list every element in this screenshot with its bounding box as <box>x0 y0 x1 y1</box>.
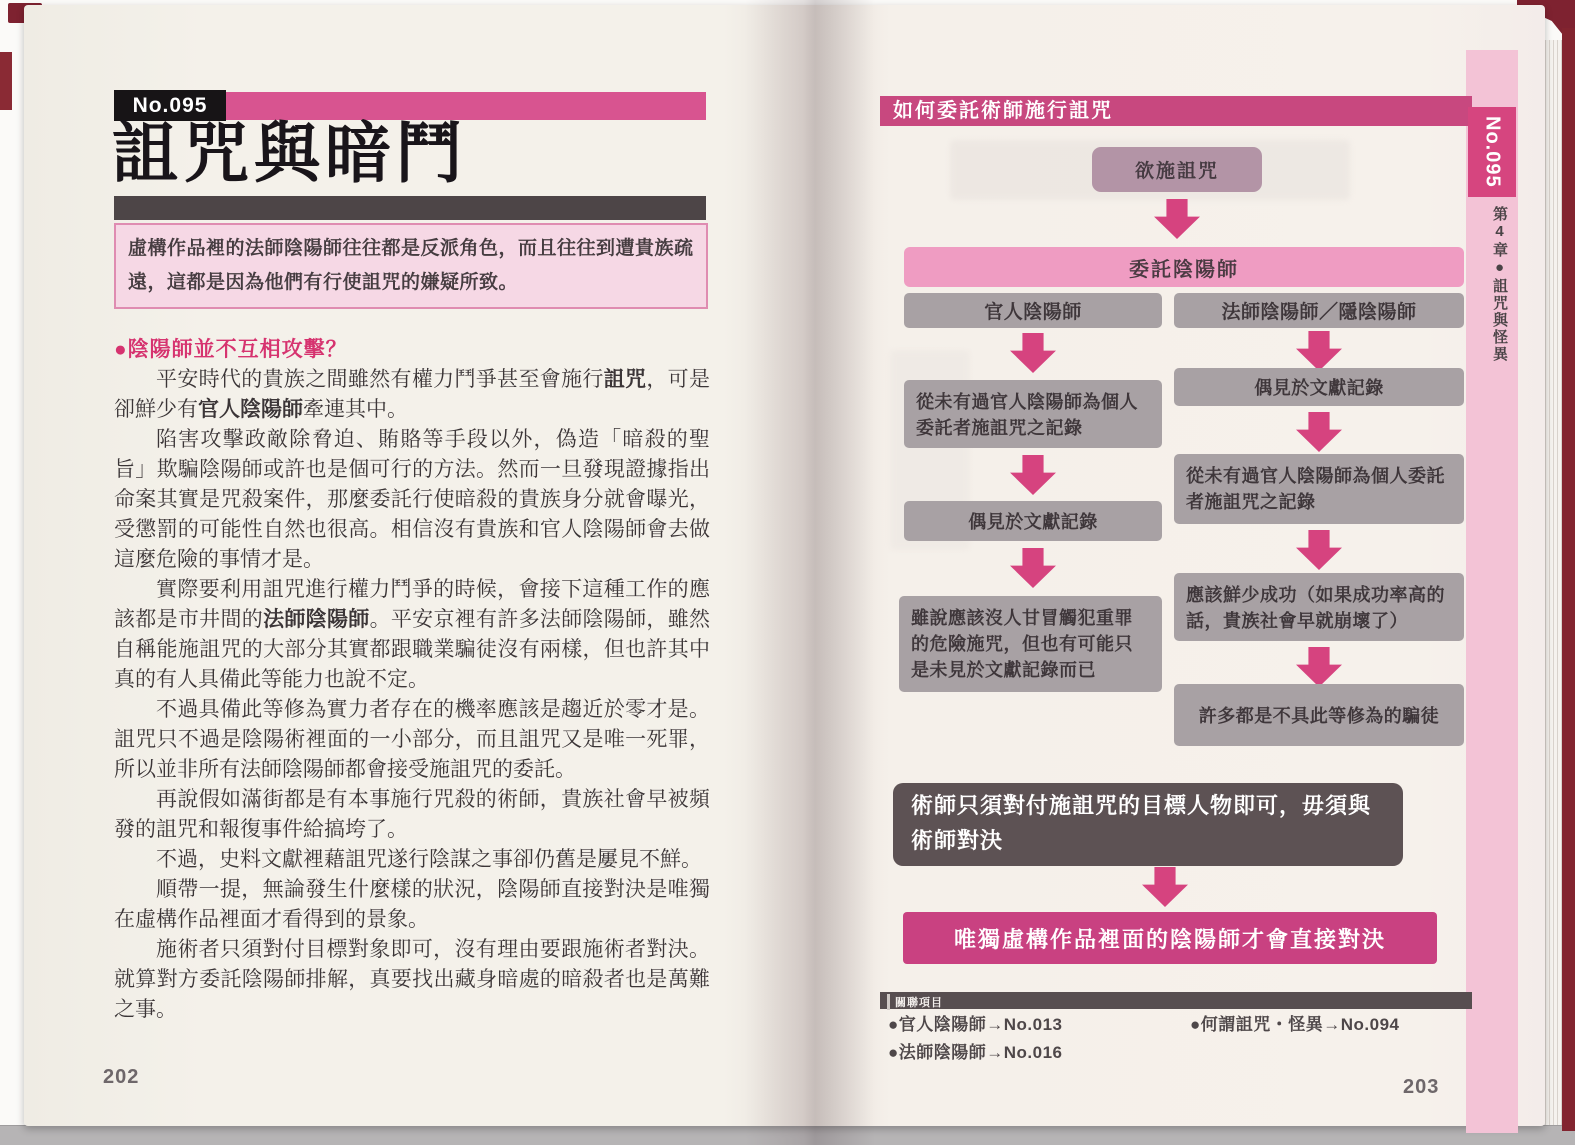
chapter-tab-title: 第4章●詛咒與怪異 <box>1491 206 1508 363</box>
related-item-link: ●官人陰陽師→No.013 <box>888 1015 1063 1034</box>
flowchart-right-branch-header: 法師陰陽師／隱陰陽師 <box>1174 293 1464 328</box>
body-paragraph: 平安時代的貴族之間雖然有權力鬥爭甚至會施行詛咒，可是卻鮮少有官人陰陽師牽連其中。 <box>114 367 710 421</box>
body-paragraph: 再說假如滿街都是有本事施行咒殺的術師，貴族社會早被頻發的詛咒和報復事件給搞垮了。 <box>114 787 710 841</box>
intro-summary-box: 虛構作品裡的法師陰陽師往往都是反派角色，而且往往到遭貴族疏遠，這都是因為他們有行使詛咒的嫌疑所致。 <box>114 223 708 309</box>
flowchart-left-branch-header: 官人陰陽師 <box>904 293 1162 328</box>
flowchart-right-step: 應該鮮少成功（如果成功率高的話，貴族社會早就崩壞了） <box>1174 573 1464 641</box>
body-paragraph: 施術者只須對付目標對象即可，沒有理由要跟施術者對決。就算對方委託陰陽師排解，真要找出藏身暗處的暗殺者也是萬難之事。 <box>114 937 710 1021</box>
body-paragraph: 順帶一提，無論發生什麼樣的狀況，陰陽師直接對決是唯獨在虛構作品裡面才看得到的景象。 <box>114 877 710 931</box>
entry-number-label: No.095 <box>114 90 226 121</box>
flowchart-left-step: 偶見於文獻記錄 <box>904 501 1162 541</box>
flowchart-conclusion-final: 唯獨虛構作品裡面的陰陽師才會直接對決 <box>903 912 1437 964</box>
body-paragraph: 不過，史料文獻裡藉詛咒遂行陰謀之事卻仍舊是屢見不鮮。 <box>156 847 702 871</box>
flowchart-left-step: 雖說應該沒人甘冒觸犯重罪的危險施咒，但也有可能只是未見於文獻記錄而已 <box>899 596 1162 692</box>
page-gutter-shadow <box>745 0 875 1145</box>
flowchart-right-step: 從未有過官人陰陽師為個人委託者施詛咒之記錄 <box>1174 454 1464 524</box>
flowchart-left-step: 從未有過官人陰陽師為個人委託者施詛咒之記錄 <box>904 380 1162 448</box>
title-underline-band <box>114 196 706 220</box>
flowchart-commission-node: 委託陰陽師 <box>904 247 1464 287</box>
page-number-left: 202 <box>103 1066 140 1088</box>
related-item-link: ●法師陰陽師→No.016 <box>888 1043 1063 1062</box>
flowchart-conclusion-dark: 術師只須對付施詛咒的目標人物即可，毋須與術師對決 <box>893 783 1403 866</box>
flowchart-right-step: 許多都是不具此等修為的騙徒 <box>1174 684 1464 746</box>
flowchart-right-step: 偶見於文獻記錄 <box>1174 368 1464 406</box>
book-cover-mark <box>0 52 12 110</box>
page-number-right: 203 <box>1403 1076 1440 1098</box>
flowchart-start-node: 欲施詛咒 <box>1092 147 1262 192</box>
related-item-link: ●何謂詛咒・怪異→No.094 <box>1190 1015 1400 1034</box>
related-items-label: 關聯項目 <box>887 994 943 1010</box>
body-paragraph: 不過具備此等修為實力者存在的機率應該是趨近於零才是。詛咒只不過是陰陽術裡面的一小部分，而且詛咒又是唯一死罪，所以並非所有法師陰陽師都會接受施詛咒的委託。 <box>114 697 710 781</box>
section-heading: ●陰陽師並不互相攻擊？ <box>114 338 348 361</box>
chapter-tab-number: No.095 <box>1468 107 1516 197</box>
flowchart-title-bar: 如何委託術師施行詛咒 <box>880 96 1472 126</box>
body-paragraph: 實際要利用詛咒進行權力鬥爭的時候，會接下這種工作的應該都是市井間的法師陰陽師。平安京裡有許多法師陰陽師，雖然自稱能施詛咒的大部分其實都跟職業騙徒沒有兩樣，但也許其中真的有人具備此等能力也說不定。 <box>114 577 711 691</box>
page-stack-edge <box>1542 40 1562 1125</box>
article-body <box>114 364 710 1024</box>
body-paragraph: 陷害攻擊政敵除脅迫、賄賂等手段以外，偽造「暗殺的聖旨」欺騙陰陽師或許也是個可行的方法。然而一旦發現證據指出命案其實是咒殺案件，那麼委託行使暗殺的貴族身分就會曝光，受懲罰的可能性自然也很高。相信沒有貴族和官人陰陽師會去做這麼危險的事情才是。 <box>114 427 710 571</box>
page-title: 詛咒與暗鬥 <box>112 116 467 190</box>
book-cover-edge <box>1562 28 1575 1131</box>
related-items-bar <box>880 992 1472 1009</box>
